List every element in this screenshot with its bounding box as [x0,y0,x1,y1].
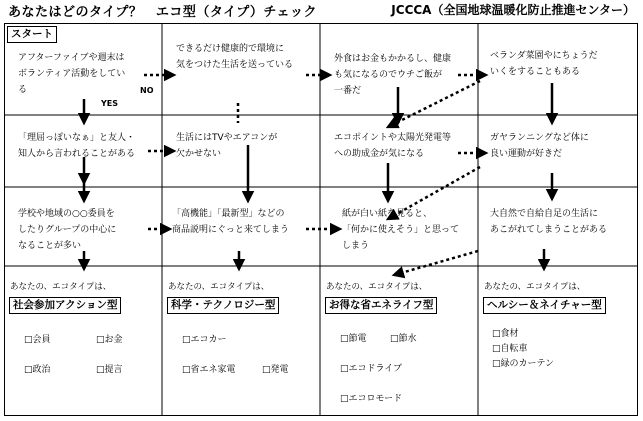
result-prompt-2: あなたの、エコタイプは、 [168,282,270,292]
result-prompt-1: あなたの、エコタイプは、 [10,282,112,292]
option-checkbox[interactable]: □緑のカーテン [492,359,555,369]
option-checkbox[interactable]: □自転車 [492,344,528,354]
result-type-technology: 科学・テクノロジー型 [167,297,279,314]
question-r2-c2: 生活にはTVやエアコンが 欠かせない [176,133,278,159]
start-label: スタート [7,26,57,43]
option-checkbox[interactable]: □節電 [340,334,367,344]
result-type-savings: お得な省エネライフ型 [325,297,437,314]
option-checkbox[interactable]: □エコカー [182,335,227,345]
result-type-social: 社会参加アクション型 [9,297,121,314]
flowchart-grid [4,23,638,416]
option-checkbox[interactable]: □会員 [24,335,51,345]
option-checkbox[interactable]: □発電 [262,365,289,375]
yes-label: YES [101,99,119,108]
no-label: NO [140,86,154,95]
option-checkbox[interactable]: □提言 [96,365,123,375]
result-type-healthy: ヘルシー＆ネイチャー型 [483,297,606,314]
option-checkbox[interactable]: □エコロモード [340,394,403,404]
result-prompt-4: あなたの、エコタイプは、 [484,282,586,292]
question-r1-c4: ベランダ菜園やにちょうだ いくをすることもある [490,51,598,77]
option-checkbox[interactable]: □エコドライブ [340,364,402,374]
result-prompt-3: あなたの、エコタイプは、 [326,282,428,292]
question-r3-c4: 大自然で自給自足の生活に あこがれてしまうことがある [490,209,608,235]
question-r3-c1: 学校や地域の○○委員を したりグループの中心に なることが多い [18,209,117,251]
question-r2-c3: エコポイントや太陽光発電等 への助成金が気になる [334,133,452,159]
option-checkbox[interactable]: □省エネ家電 [182,365,236,375]
question-r1-c3: 外食はお金もかかるし、健康 も気になるのでウチご飯が 一番だ [334,54,452,96]
option-checkbox[interactable]: □節水 [390,334,417,344]
no-arrow [388,81,480,127]
question-r2-c4: ガヤランニングなど体に 良い運動が好きだ [490,133,589,159]
question-r2-c1: 「理屈っぽいなぁ」と友人・ 知人から言われることがある [18,133,136,159]
option-checkbox[interactable]: □お金 [96,335,123,345]
question-r1-c1: アフターファイブや週末は ボランティア活動をしてい る [18,53,126,95]
question-r3-c2: 「高機能」「最新型」などの 商品説明にぐっと来てしまう [172,209,289,235]
no-arrow [388,167,480,219]
question-r1-c2: できるだけ健康的で環境に 気をつけた生活を送っている [176,44,294,70]
option-checkbox[interactable]: □食材 [492,329,519,339]
flow-arrows [4,23,638,416]
option-checkbox[interactable]: □政治 [24,365,51,375]
organization-label: JCCCA（全国地球温暖化防止推進センター） [391,3,635,17]
no-arrow [394,251,478,275]
question-r3-c3: 紙が白い紙を見ると、 「何かに使えそう」と思って しまう [342,209,460,251]
page-title: あなたはどのタイプ？ エコ型（タイプ）チェック [8,5,317,20]
